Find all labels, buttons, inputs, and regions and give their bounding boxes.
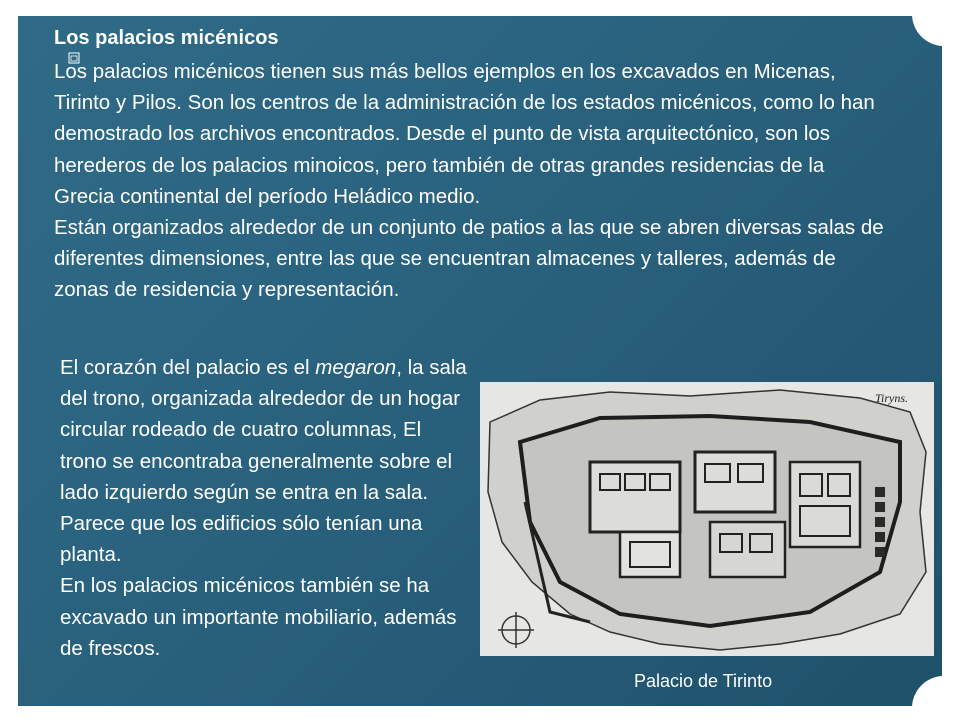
megaron-paragraph-2: En los palacios micénicos también se ha excavado un importante mobiliario, además de frescos. — [60, 574, 457, 660]
image-caption: Palacio de Tirinto — [634, 671, 773, 691]
intro-paragraph-1: Los palacios micénicos tienen sus más bellos ejemplos en los excavados en Micenas, Tirinto y Pilos. Son los centros de la administración de los estados micénicos, como lo han demostrado los archivos encontrados. Desde el punto de vista arquitectónico, son los herederos de los palacios minoicos, pero también de otras grandes residencias de la Grecia continental del período Heládico medio. — [54, 60, 875, 208]
megaron-paragraph-1 — [60, 352, 472, 570]
palace-plan-drawing — [480, 382, 934, 656]
megaron-term: megaron — [315, 356, 397, 379]
plan-label: Tiryns. — [875, 391, 909, 405]
intro-paragraph-2: Están organizados alrededor de un conjunto de patios a las que se abren diversas salas de diferentes dimensiones, entre las que se encuentran almacenes y talleres, además de zonas de residencia y representación. — [54, 216, 884, 302]
slide-title: Los palacios micénicos — [54, 27, 279, 49]
intro-text — [54, 56, 884, 306]
tiryns-plan-image — [480, 382, 934, 656]
megaron-text — [60, 352, 472, 664]
megaron-text-start: El corazón del palacio es el — [60, 356, 316, 379]
megaron-text-end: , la sala del trono, organizada alrededor de un hogar circular rodeado de cuatro columnas, El trono se encontraba generalmente sobre el lado izquierdo según se entra en la sala. Parece que los edificios sólo tenían una planta. — [60, 356, 467, 567]
